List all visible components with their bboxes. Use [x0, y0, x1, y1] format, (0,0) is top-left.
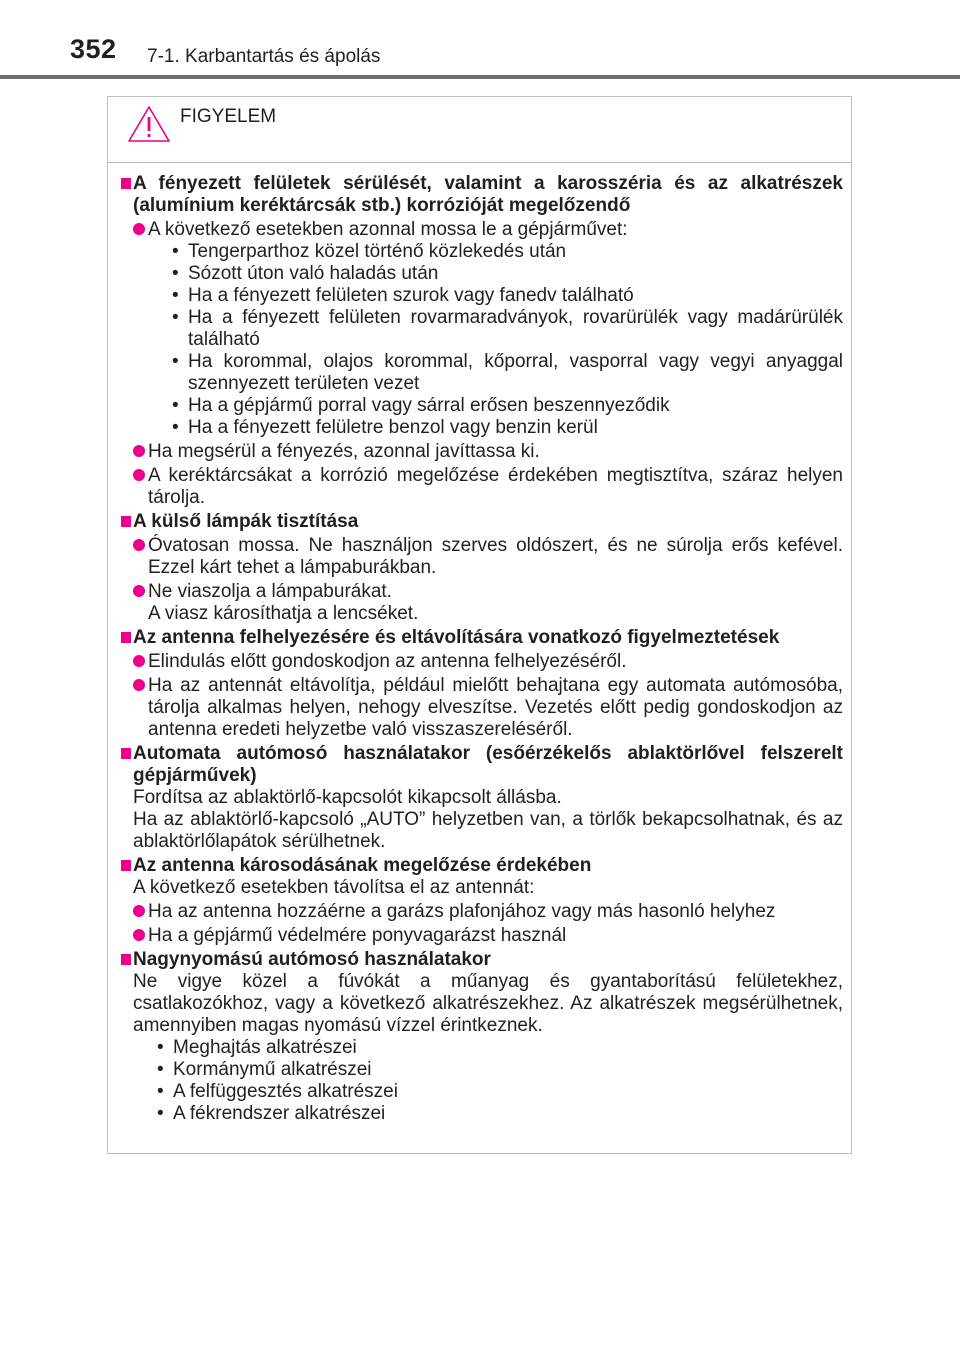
dot-marker-icon [133, 679, 145, 691]
bullet-icon: • [157, 1037, 164, 1058]
dot-marker-icon [133, 469, 145, 481]
bullet-icon: • [172, 417, 179, 438]
warning-header [108, 97, 851, 163]
bullet-icon: • [172, 285, 179, 306]
bullet-item: • Meghajtás alkatrészei [157, 1037, 357, 1058]
list-item [133, 651, 843, 673]
bullet-icon: • [157, 1059, 164, 1080]
list-item-text: A keréktárcsákat a korrózió megelőzése érdekében megtisztítva, száraz helyen tárolja. [148, 465, 843, 508]
section-antenna-damage [121, 855, 843, 947]
section-title: Az antenna károsodásának megelőzése érdekében [133, 855, 592, 876]
list-item-text: Ha megsérül a fényezés, azonnal javíttassa ki. [148, 441, 540, 462]
list-item [133, 901, 843, 923]
bullet-icon: • [172, 307, 179, 328]
section-title: A külső lámpák tisztítása [133, 511, 359, 532]
bullet-item: • Ha a fényezett felületre benzol vagy benzin kerül [172, 417, 598, 438]
list-item-text: Óvatosan mossa. Ne használjon szerves oldószert, és ne súrolja erős kefével. Ezzel kárt tehet a lámpaburákban. [148, 535, 843, 578]
bullet-item: • Kormánymű alkatrészei [157, 1059, 372, 1080]
bullet-item: • Ha a fényezett felületen rovarmaradványok, rovarürülék vagy madárürülék található [172, 307, 843, 350]
list-item-text: A viasz károsíthatja a lencséket. [148, 603, 419, 624]
dot-marker-icon [133, 905, 145, 917]
list-item [133, 465, 843, 509]
bullet-icon: • [157, 1081, 164, 1102]
list-item-text: A következő esetekben azonnal mossa le a gépjárművet: [148, 219, 628, 240]
list-item-text: Ha a gépjármű védelmére ponyvagarázst használ [148, 925, 567, 946]
bullet-item: • A felfüggesztés alkatrészei [157, 1081, 398, 1102]
page-number: 352 [70, 34, 117, 64]
section-high-pressure-wash [121, 949, 843, 1125]
list-item-text: Ha az antennát eltávolítja, például mielőtt behajtana egy automata autómosóba, tárolja alkalmas helyen, nehogy elveszítse. Vezetés előtt pedig gondoskodjon az antenna eredeti helyzetbe való visszaszereléséről. [148, 675, 843, 740]
paragraph: A következő esetekben távolítsa el az antennát: [133, 877, 535, 898]
bullet-item: • Tengerparthoz közel történő közlekedés után [172, 241, 567, 262]
list-item-text: Ha az antenna hozzáérne a garázs plafonjához vagy más hasonló helyhez [148, 901, 776, 922]
dot-marker-icon [133, 539, 145, 551]
list-item-text: Ne viaszolja a lámpaburákat. [148, 581, 392, 602]
warning-content [121, 171, 843, 1125]
list-item [133, 675, 843, 741]
bullet-icon: • [172, 351, 179, 372]
list-item [133, 219, 843, 439]
section-car-wash-rain-sensor [121, 743, 843, 853]
section-title: Nagynyomású autómosó használatakor [133, 949, 491, 970]
square-marker-icon [121, 748, 131, 759]
section-antenna-removal [121, 627, 843, 741]
bullet-icon: • [172, 395, 179, 416]
dot-marker-icon [133, 929, 145, 941]
bullet-item: • A fékrendszer alkatrészei [157, 1103, 386, 1124]
section-title: A fényezett felületek sérülését, valamint a karosszéria és az alkatrészek (alumínium keréktárcsák stb.) korrózióját megelőzendő [133, 173, 843, 216]
bullet-item: • Ha a gépjármű porral vagy sárral erősen beszennyeződik [172, 395, 670, 416]
warning-box [107, 96, 852, 1154]
dot-marker-icon [133, 585, 145, 597]
bullet-item: • Sózott úton való haladás után [172, 263, 439, 284]
list-item [133, 441, 843, 463]
dot-marker-icon [133, 223, 145, 235]
paragraph: Ha az ablaktörlő-kapcsoló „AUTO” helyzetben van, a törlők bekapcsolhatnak, és az ablaktörlőlapátok sérülhetnek. [133, 809, 843, 852]
header-rule [0, 75, 960, 79]
list-item [133, 581, 843, 625]
section-paint-corrosion [121, 173, 843, 509]
list-item-text: Elindulás előtt gondoskodjon az antenna felhelyezéséről. [148, 651, 627, 672]
bullet-item: • Ha a fényezett felületen szurok vagy fanedv található [172, 285, 634, 306]
square-marker-icon [121, 178, 131, 189]
dot-marker-icon [133, 445, 145, 457]
bullet-icon: • [172, 241, 179, 262]
square-marker-icon [121, 860, 131, 871]
bullet-icon: • [172, 263, 179, 284]
list-item [133, 925, 843, 947]
warning-triangle-icon [127, 105, 171, 143]
square-marker-icon [121, 632, 131, 643]
section-exterior-lamps [121, 511, 843, 625]
chapter-title: 7-1. Karbantartás és ápolás [147, 46, 381, 67]
square-marker-icon [121, 516, 131, 527]
dot-marker-icon [133, 655, 145, 667]
section-title: Automata autómosó használatakor (esőérzékelős ablaktörlővel felszerelt gépjárművek) [133, 743, 843, 786]
paragraph: Fordítsa az ablaktörlő-kapcsolót kikapcsolt állásba. [133, 787, 562, 808]
section-title: Az antenna felhelyezésére és eltávolítására vonatkozó figyelmeztetések [133, 627, 780, 648]
list-item [133, 535, 843, 579]
square-marker-icon [121, 954, 131, 965]
bullet-item: • Ha korommal, olajos korommal, kőporral, vasporral vagy vegyi anyaggal szennyezett területen vezet [172, 351, 843, 394]
paragraph: Ne vigye közel a fúvókát a műanyag és gyantaborítású felületekhez, csatlakozókhoz, vagy a következő alkatrészekhez. Az alkatrészek megsérülhetnek, amennyiben magas nyomású vízzel érintkeznek. [133, 971, 843, 1036]
bullet-icon: • [157, 1103, 164, 1124]
warning-label: FIGYELEM [180, 106, 277, 127]
